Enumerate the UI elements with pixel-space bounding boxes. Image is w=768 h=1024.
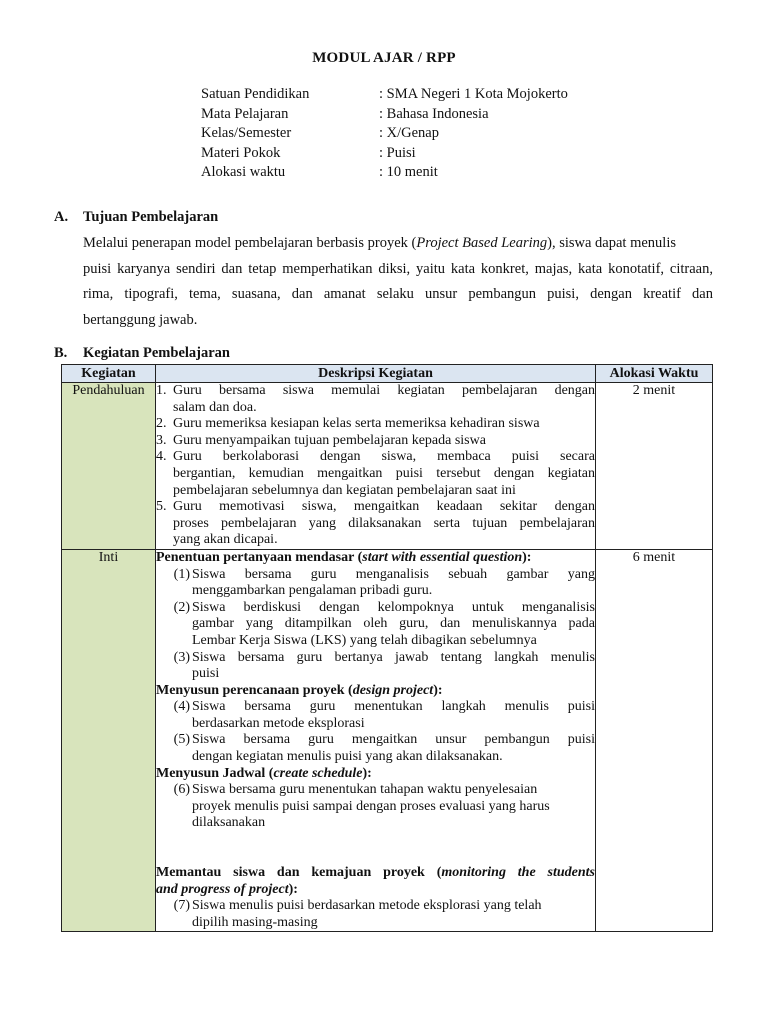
list-text: Siswa bersama guru mengaitkan unsur pembangun puisi bbox=[192, 732, 595, 748]
list-text: proses pembelajaran yang dilaksanakan serta tujuan pembelajaran bbox=[173, 515, 595, 531]
list-item bbox=[156, 449, 595, 499]
subheading-italic: create schedule bbox=[273, 765, 363, 781]
inti-subheading bbox=[156, 865, 595, 898]
table-row bbox=[62, 549, 713, 931]
identity-row bbox=[201, 106, 568, 126]
list-text: bergantian, kemudian mengaitkan puisi tersebut dengan kegiatan bbox=[173, 465, 595, 481]
paragraph-line: bertanggung jawab. bbox=[83, 311, 198, 328]
subheading-italic: and progress of project bbox=[156, 881, 289, 897]
section-a-letter: A. bbox=[54, 209, 69, 225]
identity-label: Alokasi waktu bbox=[201, 164, 286, 181]
header-alokasi: Alokasi Waktu bbox=[596, 365, 713, 383]
subheading-text: Menyusun perencanaan proyek ( bbox=[156, 682, 353, 698]
blank-space bbox=[156, 832, 595, 865]
subheading-line bbox=[156, 865, 595, 882]
list-number: 1. bbox=[156, 383, 167, 398]
list-item bbox=[156, 600, 595, 650]
section-b-title: Kegiatan Pembelajaran bbox=[83, 345, 230, 361]
list-text: puisi bbox=[192, 666, 220, 682]
identity-value: : Bahasa Indonesia bbox=[379, 105, 489, 122]
list-item bbox=[156, 383, 595, 416]
section-b-letter: B. bbox=[54, 345, 68, 361]
paragraph-text: Melalui penerapan model pembelajaran berbasis proyek ( bbox=[83, 235, 417, 251]
identity-label: Kelas/Semester bbox=[201, 125, 292, 142]
list-number: (5) bbox=[173, 732, 190, 748]
list-item bbox=[156, 732, 595, 765]
subheading-text: ): bbox=[288, 881, 298, 897]
list-number: 4. bbox=[156, 449, 167, 465]
subheading-italic: start with essential question bbox=[362, 549, 523, 565]
list-number: 3. bbox=[156, 432, 167, 448]
list-text: Siswa menulis puisi berdasarkan metode eksplorasi yang telah bbox=[192, 898, 542, 914]
inti-description bbox=[156, 549, 596, 931]
subheading-italic: monitoring the students bbox=[441, 865, 595, 881]
list-text: Siswa bersama guru bertanya jawab tentang langkah menulis bbox=[192, 649, 595, 665]
list-text: Lembar Kerja Siswa (LKS) yang telah dibagikan sebelumnya bbox=[192, 632, 537, 648]
section-a-title: Tujuan Pembelajaran bbox=[83, 209, 219, 225]
list-number: (3) bbox=[173, 649, 190, 665]
list-text: Siswa bersama guru menentukan tahapan waktu penyelesaian bbox=[192, 782, 538, 798]
list-text: dengan kegiatan menulis puisi yang akan dilaksanakan. bbox=[192, 749, 503, 765]
section-b-heading bbox=[54, 345, 230, 362]
header-kegiatan: Kegiatan bbox=[62, 365, 156, 383]
list-text: Guru memotivasi siswa, mengaitkan keadaan sekitar dengan bbox=[173, 499, 595, 515]
list-item bbox=[156, 416, 595, 433]
identity-value: : X/Genap bbox=[379, 125, 439, 142]
list-text: Guru menyampaikan tujuan pembelajaran kepada siswa bbox=[173, 432, 486, 448]
list-item bbox=[156, 499, 595, 549]
list-item bbox=[156, 433, 595, 450]
subheading-text: Menyusun Jadwal ( bbox=[156, 765, 274, 781]
activity-inti: Inti bbox=[62, 549, 156, 931]
subheading-line bbox=[156, 882, 595, 899]
section-a-heading bbox=[54, 209, 218, 226]
identity-row bbox=[201, 145, 568, 165]
list-number: (7) bbox=[173, 898, 190, 914]
time-inti: 6 menit bbox=[596, 549, 713, 931]
list-number: 2. bbox=[156, 416, 167, 432]
list-item bbox=[156, 782, 595, 832]
subheading-text: Penentuan pertanyaan mendasar ( bbox=[156, 549, 363, 565]
subheading-text: Memantau siswa dan kemajuan proyek ( bbox=[156, 865, 442, 881]
list-number: (6) bbox=[173, 782, 190, 798]
list-text: berdasarkan metode eksplorasi bbox=[192, 715, 365, 731]
list-text: menggambarkan pengalaman pribadi guru. bbox=[192, 583, 433, 599]
tujuan-paragraph bbox=[83, 231, 713, 333]
list-text: pembelajaran sebelumnya dan kegiatan pembelajaran saat ini bbox=[173, 482, 516, 498]
list-number: (1) bbox=[173, 566, 190, 582]
subheading-text: ): bbox=[522, 549, 532, 565]
inti-subheading bbox=[156, 766, 595, 783]
activity-pendahuluan: Pendahuluan bbox=[62, 383, 156, 550]
paragraph-line: rima, tipografi, tema, suasana, dan amanat selaku unsur pembangun puisi, dengan kreatif dan bbox=[83, 286, 713, 302]
list-number: (4) bbox=[173, 699, 190, 715]
inti-subheading bbox=[156, 683, 595, 700]
paragraph-text: ), siswa dapat menulis bbox=[547, 235, 676, 251]
identity-row bbox=[201, 164, 568, 184]
list-text: salam dan doa. bbox=[173, 399, 257, 415]
identity-value: : 10 menit bbox=[379, 164, 438, 181]
list-text: Guru memeriksa kesiapan kelas serta memeriksa kehadiran siswa bbox=[173, 416, 540, 432]
list-text: dilaksanakan bbox=[192, 815, 266, 831]
time-pendahuluan: 2 menit bbox=[596, 383, 713, 550]
pendahuluan-description bbox=[156, 383, 596, 550]
identity-label: Mata Pelajaran bbox=[201, 105, 289, 122]
paragraph-italic-term: Project Based Learing bbox=[416, 235, 548, 251]
list-text: Guru berkolaborasi dengan siswa, membaca puisi secara bbox=[173, 449, 595, 465]
list-item bbox=[156, 699, 595, 732]
list-text: Siswa berdiskusi dengan kelompoknya untuk menganalisis bbox=[192, 599, 595, 615]
list-text: gambar yang ditampilkan oleh guru, dan menuliskannya pada bbox=[192, 616, 595, 632]
identity-value: : SMA Negeri 1 Kota Mojokerto bbox=[379, 86, 568, 102]
list-item bbox=[156, 898, 595, 931]
subheading-text: ): bbox=[362, 765, 372, 781]
identity-label: Satuan Pendidikan bbox=[201, 86, 310, 102]
kegiatan-table bbox=[61, 364, 713, 932]
identity-value: : Puisi bbox=[379, 144, 416, 161]
paragraph-line: puisi karyanya sendiri dan tetap memperhatikan diksi, yaitu kata konkret, majas, kata konotatif, citraan, bbox=[83, 260, 713, 277]
list-item bbox=[156, 567, 595, 600]
header-deskripsi: Deskripsi Kegiatan bbox=[156, 365, 596, 383]
identity-table bbox=[201, 86, 568, 184]
identity-row bbox=[201, 86, 568, 106]
identity-label: Materi Pokok bbox=[201, 144, 281, 161]
identity-row bbox=[201, 125, 568, 145]
paragraph-line bbox=[83, 231, 713, 257]
table-header-row bbox=[62, 365, 713, 383]
document-title: MODUL AJAR / RPP bbox=[312, 50, 456, 66]
list-text: Siswa bersama guru menentukan langkah menulis puisi bbox=[192, 699, 595, 715]
list-text: proyek menulis puisi sampai dengan proses evaluasi yang harus bbox=[192, 798, 550, 814]
subheading-italic: design project bbox=[352, 682, 434, 698]
list-number: (2) bbox=[173, 599, 190, 615]
list-number: 5. bbox=[156, 499, 167, 515]
list-text: dipilih masing-masing bbox=[192, 914, 318, 930]
subheading-text: ): bbox=[433, 682, 443, 698]
list-text: Guru bersama siswa memulai kegiatan pembelajaran dengan bbox=[173, 383, 595, 398]
inti-subheading bbox=[156, 550, 595, 567]
list-text: Siswa bersama guru menganalisis sebuah gambar yang bbox=[192, 566, 595, 582]
table-row bbox=[62, 383, 713, 550]
list-item bbox=[156, 650, 595, 683]
list-text: yang akan dicapai. bbox=[173, 532, 278, 548]
